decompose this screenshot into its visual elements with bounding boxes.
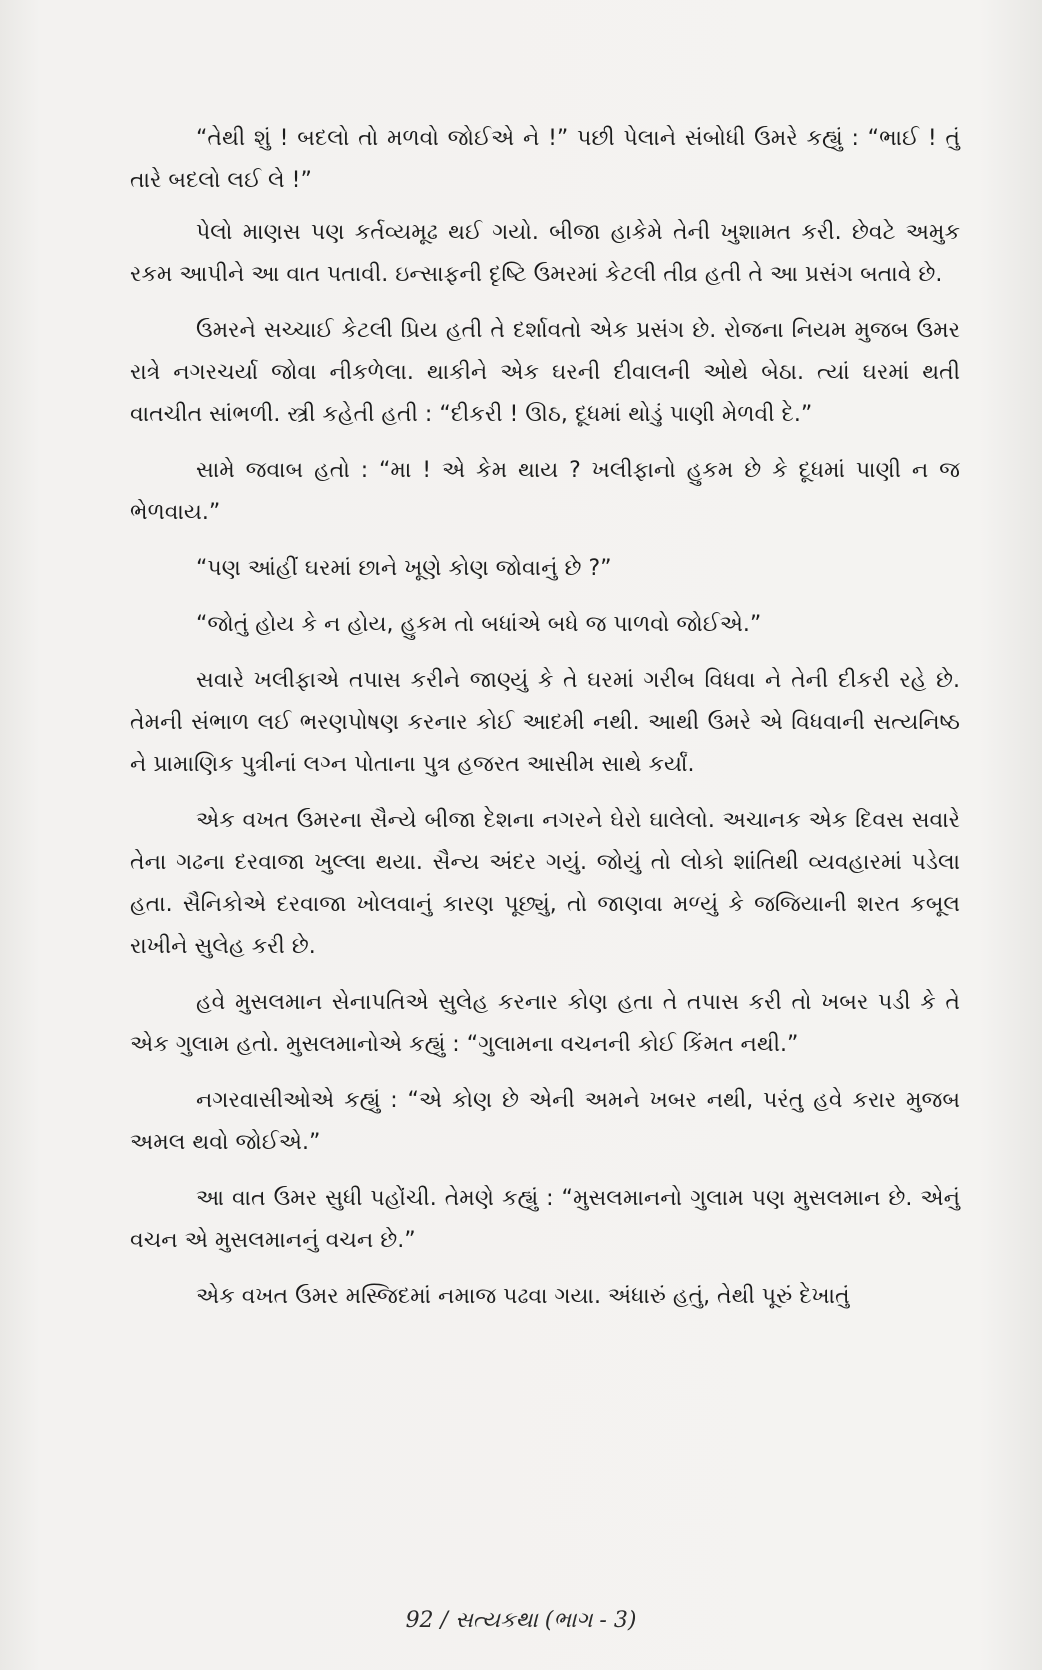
paragraph-12: એક વખત ઉમર મસ્જિદમાં નમાજ પઢવા ગયા. અંધારું હતું, તેથી પૂરું દેખાતું <box>196 1284 850 1309</box>
page-footer: 92 / સત્યકથા (ભાગ - 3) <box>405 1608 637 1633</box>
paragraph-8: એક વખત ઉમરના સૈન્યે બીજા દેશના નગરને ઘેરો ઘાલેલો. અચાનક એક દિવસ સવારે તેના ગઢના દરવાજા ખુલ્લા થયા. સૈન્ય અંદર ગયું. જોયું તો લોકો શાંતિથી વ્યવહારમાં પડેલા હતા. સૈનિકોએ દરવાજા ખોલવાનું કારણ પૂછ્યું, તો જાણવા મળ્યું કે જજિયાની શરત કબૂલ રાખીને સુલેહ કરી છે. <box>130 808 960 959</box>
paragraph-1: “તેથી શું ! બદલો તો મળવો જોઈએ ને !” પછી પેલાને સંબોધી ઉમરે કહ્યું : “ભાઈ ! તું તારે બદલો લઈ લે !” <box>130 126 960 193</box>
paragraph-2: પેલો માણસ પણ કર્તવ્યમૂઢ થઈ ગયો. બીજા હાકેમે તેની ખુશામત કરી. છેવટે અમુક રકમ આપીને આ વાત પતાવી. ઇન્સાફની દૃષ્ટિ ઉમરમાં કેટલી તીવ્ર હતી તે આ પ્રસંગ બતાવે છે. <box>130 220 960 287</box>
paragraph-11: આ વાત ઉમર સુધી પહોંચી. તેમણે કહ્યું : “મુસલમાનનો ગુલામ પણ મુસલમાન છે. એનું વચન એ મુસલમાનનું વચન છે.” <box>130 1186 960 1253</box>
paragraph-5: “પણ આંહીં ઘરમાં છાને ખૂણે કોણ જોવાનું છે ?” <box>196 556 612 581</box>
paragraph-7: સવારે ખલીફાએ તપાસ કરીને જાણ્યું કે તે ઘરમાં ગરીબ વિધવા ને તેની દીકરી રહે છે. તેમની સંભાળ લઈ ભરણપોષણ કરનાર કોઈ આદમી નથી. આથી ઉમરે એ વિધવાની સત્યનિષ્ઠ ને પ્રામાણિક પુત્રીનાં લગ્ન પોતાના પુત્ર હજરત આસીમ સાથે કર્યાં. <box>130 668 960 777</box>
paragraph-6: “જોતું હોય કે ન હોય, હુકમ તો બધાંએ બધે જ પાળવો જોઈએ.” <box>196 612 762 637</box>
body-text <box>130 118 960 1332</box>
paragraph-10: નગરવાસીઓએ કહ્યું : “એ કોણ છે એની અમને ખબર નથી, પરંતુ હવે કરાર મુજબ અમલ થવો જોઈએ.” <box>130 1088 960 1155</box>
paragraph-4: સામે જવાબ હતો : “મા ! એ કેમ થાય ? ખલીફાનો હુકમ છે કે દૂધમાં પાણી ન જ ભેળવાય.” <box>130 458 960 525</box>
paragraph-9: હવે મુસલમાન સેનાપતિએ સુલેહ કરનાર કોણ હતા તે તપાસ કરી તો ખબર પડી કે તે એક ગુલામ હતો. મુસલમાનોએ કહ્યું : “ગુલામના વચનની કોઈ કિંમત નથી.” <box>130 990 960 1057</box>
paragraph-3: ઉમરને સચ્ચાઈ કેટલી પ્રિય હતી તે દર્શાવતો એક પ્રસંગ છે. રોજના નિયમ મુજબ ઉમર રાત્રે નગરચર્યા જોવા નીકળેલા. થાકીને એક ઘરની દીવાલની ઓથે બેઠા. ત્યાં ઘરમાં થતી વાતચીત સાંભળી. સ્ત્રી કહેતી હતી : “દીકરી ! ઊઠ, દૂધમાં થોડું પાણી મેળવી દે.” <box>130 318 960 427</box>
